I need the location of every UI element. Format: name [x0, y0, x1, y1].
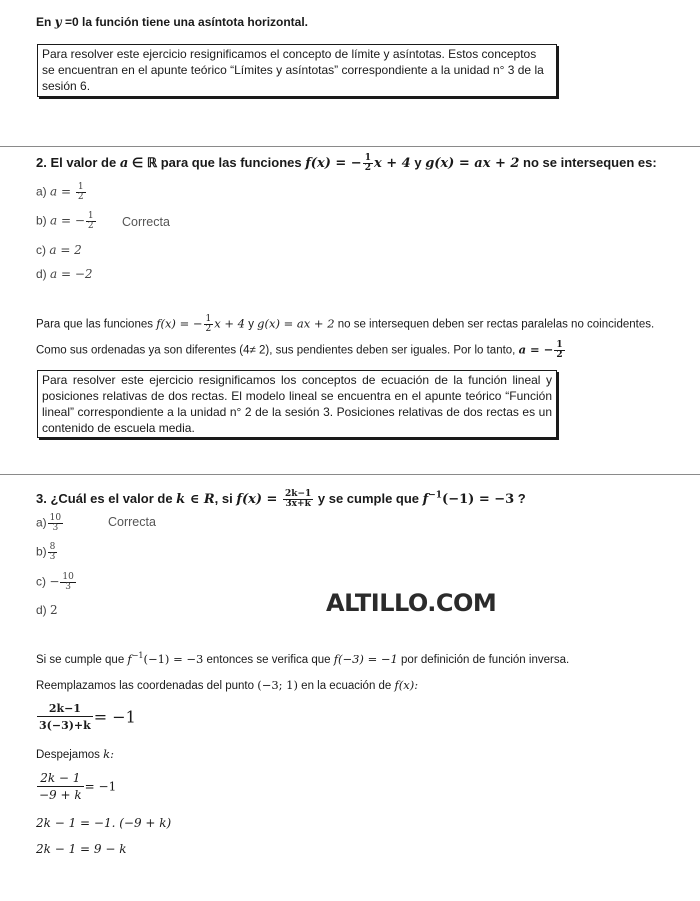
option-fraction — [60, 573, 75, 592]
heading-pre: En — [36, 15, 55, 29]
q3-equation-4: 2k − 1 = 9 − k — [36, 842, 127, 856]
frac-num: 2k−1 — [284, 489, 312, 499]
math: x + 4 — [214, 316, 245, 331]
q2-title-fraction — [363, 154, 373, 173]
divider-2 — [0, 474, 700, 475]
q3-equation-2 — [36, 772, 116, 801]
option-math: a = −2 — [50, 267, 93, 281]
superscript: −1 — [428, 490, 443, 501]
q3-option-c[interactable] — [36, 573, 77, 592]
frac-num: 1 — [205, 314, 212, 324]
option-label: d) — [36, 267, 47, 281]
q2-title-f2: x + 4 — [373, 155, 411, 171]
q2-explanation-line-1 — [36, 315, 654, 334]
text: 3. ¿Cuál es el valor de — [36, 490, 177, 506]
section1-heading — [36, 15, 308, 29]
q2-title-c: y — [410, 154, 426, 170]
q2-correct-marker: Correcta — [122, 215, 170, 229]
text: Despejamos — [36, 749, 104, 761]
q2-title — [36, 154, 657, 173]
option-sign: − — [49, 574, 60, 589]
q3-option-d[interactable] — [36, 603, 58, 617]
option-label: c) — [36, 574, 46, 589]
option-label: b) — [36, 544, 47, 559]
eq1-rhs: = −1 — [93, 707, 136, 727]
fraction — [283, 490, 313, 509]
text: en la ecuación de — [297, 680, 395, 692]
option-label: c) — [36, 243, 46, 257]
heading-var: y — [54, 15, 62, 29]
q3-explanation-line-3 — [36, 747, 114, 761]
q2-title-frac-den: 2 — [364, 163, 371, 173]
frac-den: 2 — [87, 221, 94, 231]
frac-num: 1 — [77, 182, 84, 192]
heading-post: =0 la función tiene una asíntota horizontal. — [61, 15, 309, 29]
q2-title-d: no se intersequen es: — [519, 154, 657, 170]
frac-num: 2k − 1 — [37, 772, 84, 787]
option-fraction — [48, 543, 58, 562]
q2-explanation-line-2 — [36, 341, 566, 360]
math: f — [127, 651, 132, 666]
frac-den: 2 — [205, 324, 212, 334]
math: k: — [103, 747, 114, 761]
altillo-watermark: ALTILLO.COM — [326, 589, 497, 617]
q2-note-text: Para resolver este ejercicio resignificamos los conceptos de ecuación de la función lineal y posiciones relativas de dos rectas. El modelo lineal se encuentra en el apunte teórico “Función lineal” correspondiente a la unidad n° 2 de la sesión 3. Posiciones relativas de dos rectas es un contenido de escuela media. — [42, 373, 552, 435]
option-fraction — [76, 183, 86, 202]
math: f(−3) = −1 — [333, 651, 398, 666]
frac-den: 3 — [49, 552, 56, 562]
q2-note-box — [37, 370, 557, 438]
fraction — [204, 315, 214, 334]
frac-num: 1 — [556, 340, 563, 350]
text: por definición de función inversa. — [397, 653, 570, 666]
option-math: 2 — [50, 603, 58, 617]
eq1-fraction — [37, 703, 93, 731]
frac-den: 3 — [52, 523, 59, 533]
q2-title-var: a — [119, 155, 129, 171]
q2-option-a[interactable] — [36, 183, 87, 202]
text: Si se cumple que — [36, 653, 128, 666]
math: f — [422, 491, 429, 507]
section1-note-box — [37, 44, 557, 97]
frac-den: 2 — [556, 350, 563, 360]
option-math: a = 2 — [49, 243, 82, 257]
q2-title-a: 2. El valor de — [36, 154, 120, 170]
q3-explanation-line-1 — [36, 651, 569, 666]
q3-title — [36, 490, 526, 509]
q2-title-f: f(x) = − — [305, 155, 362, 171]
divider-1 — [0, 146, 700, 147]
eq2-rhs: = −1 — [84, 779, 117, 794]
q2-option-b[interactable] — [36, 212, 97, 231]
q2-title-g: g(x) = ax + 2 — [425, 155, 520, 171]
text: ? — [514, 490, 526, 506]
option-label: a) — [36, 515, 47, 530]
frac-num: 10 — [62, 572, 74, 582]
text: y se cumple que — [314, 490, 423, 506]
frac-num: 1 — [87, 211, 94, 221]
frac-den: 2 — [77, 192, 84, 202]
text: Reemplazamos las coordenadas del punto — [36, 680, 258, 692]
option-math: a = − — [50, 213, 85, 228]
q2-option-d[interactable] — [36, 267, 93, 281]
frac-num: 2k−1 — [37, 703, 93, 717]
q3-explanation-line-2 — [36, 678, 418, 692]
option-fraction — [86, 212, 96, 231]
text: , si — [214, 490, 237, 506]
math: a = − — [518, 342, 554, 357]
text: Para que las funciones — [36, 318, 157, 331]
q3-equation-1 — [36, 703, 136, 731]
math: k ∈ R — [176, 491, 215, 507]
frac-num: 8 — [49, 542, 56, 552]
eq2-fraction — [37, 772, 84, 801]
q3-equation-3: 2k − 1 = −1. (−9 + k) — [36, 816, 172, 830]
math: f(x) = − — [156, 316, 203, 331]
option-label: a) — [36, 184, 47, 199]
math: (−1) = −3 — [143, 651, 204, 666]
fraction — [554, 341, 564, 360]
q3-option-a[interactable] — [36, 514, 64, 533]
q2-option-c[interactable] — [36, 243, 82, 257]
math: g(x) = ax + 2 — [257, 316, 335, 331]
q3-correct-marker: Correcta — [108, 515, 156, 529]
math: f(x) = — [236, 491, 282, 507]
text: no se intersequen deben ser rectas paralelas no coincidentes. — [334, 318, 655, 331]
frac-den: −9 + k — [39, 788, 82, 802]
option-fraction — [48, 514, 63, 533]
math: f(x): — [394, 678, 419, 692]
superscript: −1 — [131, 651, 144, 660]
frac-num: 10 — [49, 513, 62, 523]
option-math: a = — [50, 184, 75, 199]
option-label: b) — [36, 213, 47, 228]
q2-title-frac-num: 1 — [364, 153, 371, 163]
math: (−3; 1) — [257, 678, 298, 692]
text: Como sus ordenadas ya son diferentes (4≠ 2), sus pendientes deben ser iguales. Por lo tanto, — [36, 344, 519, 357]
option-label: d) — [36, 603, 47, 617]
q3-option-b[interactable] — [36, 543, 58, 562]
frac-den: 3(−3)+k — [39, 719, 91, 732]
text: entonces se verifica que — [203, 653, 334, 666]
math: (−1) = −3 — [442, 491, 515, 507]
text: y — [245, 318, 258, 331]
frac-den: 3x+k — [285, 499, 311, 509]
section1-note-text: Para resolver este ejercicio resignificamos el concepto de límite y asíntotas. Estos conceptos se encuentran en el apunte teórico “Límites y asíntotas” correspondiente a la unidad n° 3 de la sesión 6. — [42, 47, 544, 93]
frac-den: 3 — [65, 582, 71, 592]
q2-title-b: ∈ ℝ para que las funciones — [128, 154, 306, 170]
